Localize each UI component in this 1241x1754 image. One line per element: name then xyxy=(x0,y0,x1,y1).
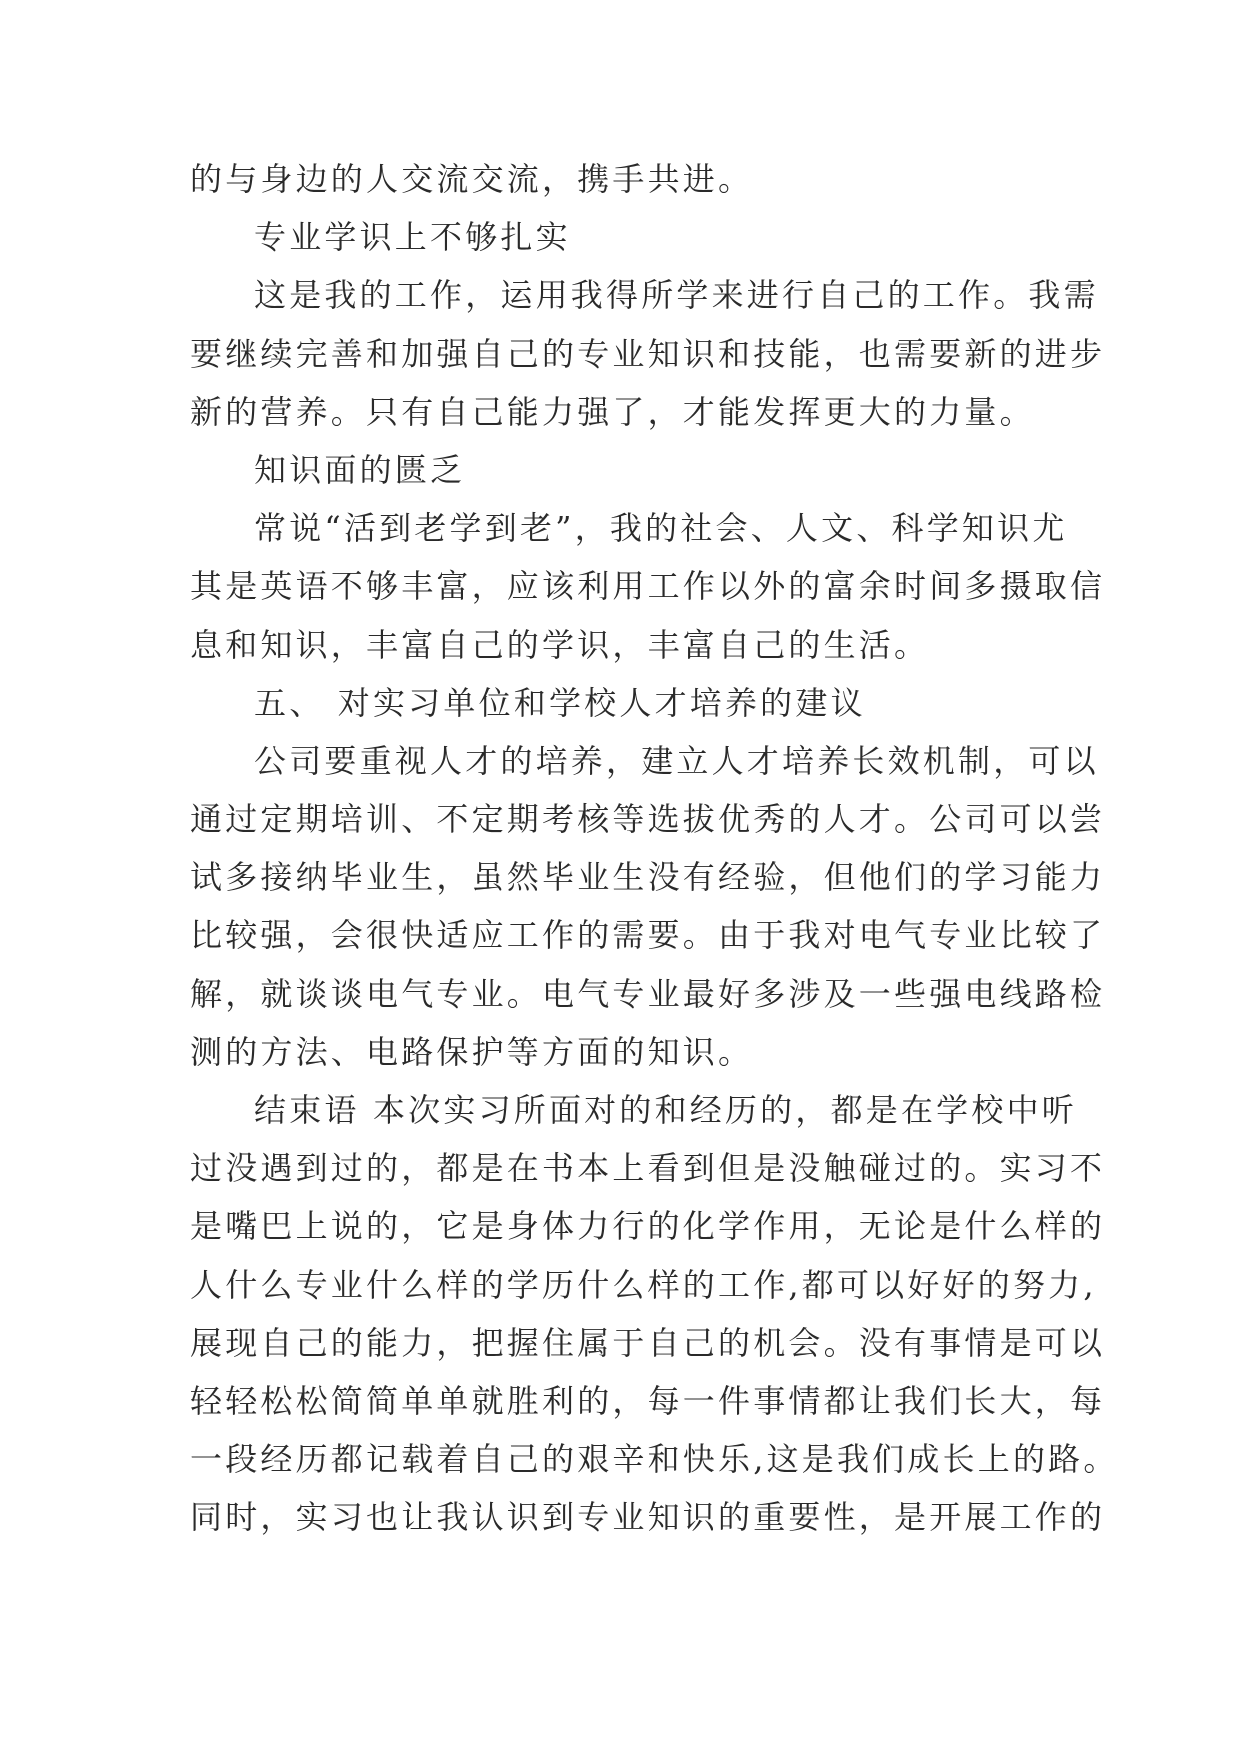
text-line: 要继续完善和加强自己的专业知识和技能，也需要新的进步 xyxy=(190,334,1106,373)
text-line: 解，就谈谈电气专业。电气专业最好多涉及一些强电线路检 xyxy=(190,974,1106,1013)
section-heading: 知识面的匮乏 xyxy=(254,450,466,489)
text-line: 测的方法、电路保护等方面的知识。 xyxy=(190,1032,754,1071)
text-line: 同时，实习也让我认识到专业知识的重要性，是开展工作的 xyxy=(190,1498,1106,1537)
text-line: 轻轻松松简简单单就胜利的，每一件事情都让我们长大，每 xyxy=(190,1381,1106,1420)
text-line: 比较强，会很快适应工作的需要。由于我对电气专业比较了 xyxy=(190,916,1106,955)
text-line: 的与身边的人交流交流，携手共进。 xyxy=(190,160,754,198)
text-line: 这是我的工作，运用我得所学来进行自己的工作。我需 xyxy=(254,276,1099,315)
text-line: 展现自己的能力，把握住属于自己的机会。没有事情是可以 xyxy=(190,1323,1106,1362)
text-line: 人什么专业什么样的学历什么样的工作,都可以好好的努力, xyxy=(190,1265,1097,1304)
text-line: 结束语 本次实习所面对的和经历的，都是在学校中听 xyxy=(254,1091,1077,1129)
text-line: 一段经历都记载着自己的艰辛和快乐,这是我们成长上的路。 xyxy=(190,1440,1119,1479)
text-line: 其是英语不够丰富，应该利用工作以外的富余时间多摄取信 xyxy=(190,567,1106,606)
text-line: 常说“活到老学到老”，我的社会、人文、科学知识尤 xyxy=(254,509,1068,548)
body-text xyxy=(190,150,1119,1547)
text-line: 新的营养。只有自己能力强了，才能发挥更大的力量。 xyxy=(190,392,1035,431)
section-heading: 专业学识上不够扎实 xyxy=(254,218,571,257)
text-line: 过没遇到过的，都是在书本上看到但是没触碰过的。实习不 xyxy=(190,1149,1106,1188)
text-line: 息和知识，丰富自己的学识，丰富自己的生活。 xyxy=(190,625,930,664)
text-line: 是嘴巴上说的，它是身体力行的化学作用，无论是什么样的 xyxy=(190,1207,1106,1246)
text-line: 通过定期培训、不定期考核等选拔优秀的人才。公司可以尝 xyxy=(190,800,1106,839)
section-heading: 五、 对实习单位和学校人才培养的建议 xyxy=(254,683,866,722)
text-line: 公司要重视人才的培养，建立人才培养长效机制，可以 xyxy=(254,741,1099,780)
text-line: 试多接纳毕业生，虽然毕业生没有经验，但他们的学习能力 xyxy=(190,858,1106,897)
